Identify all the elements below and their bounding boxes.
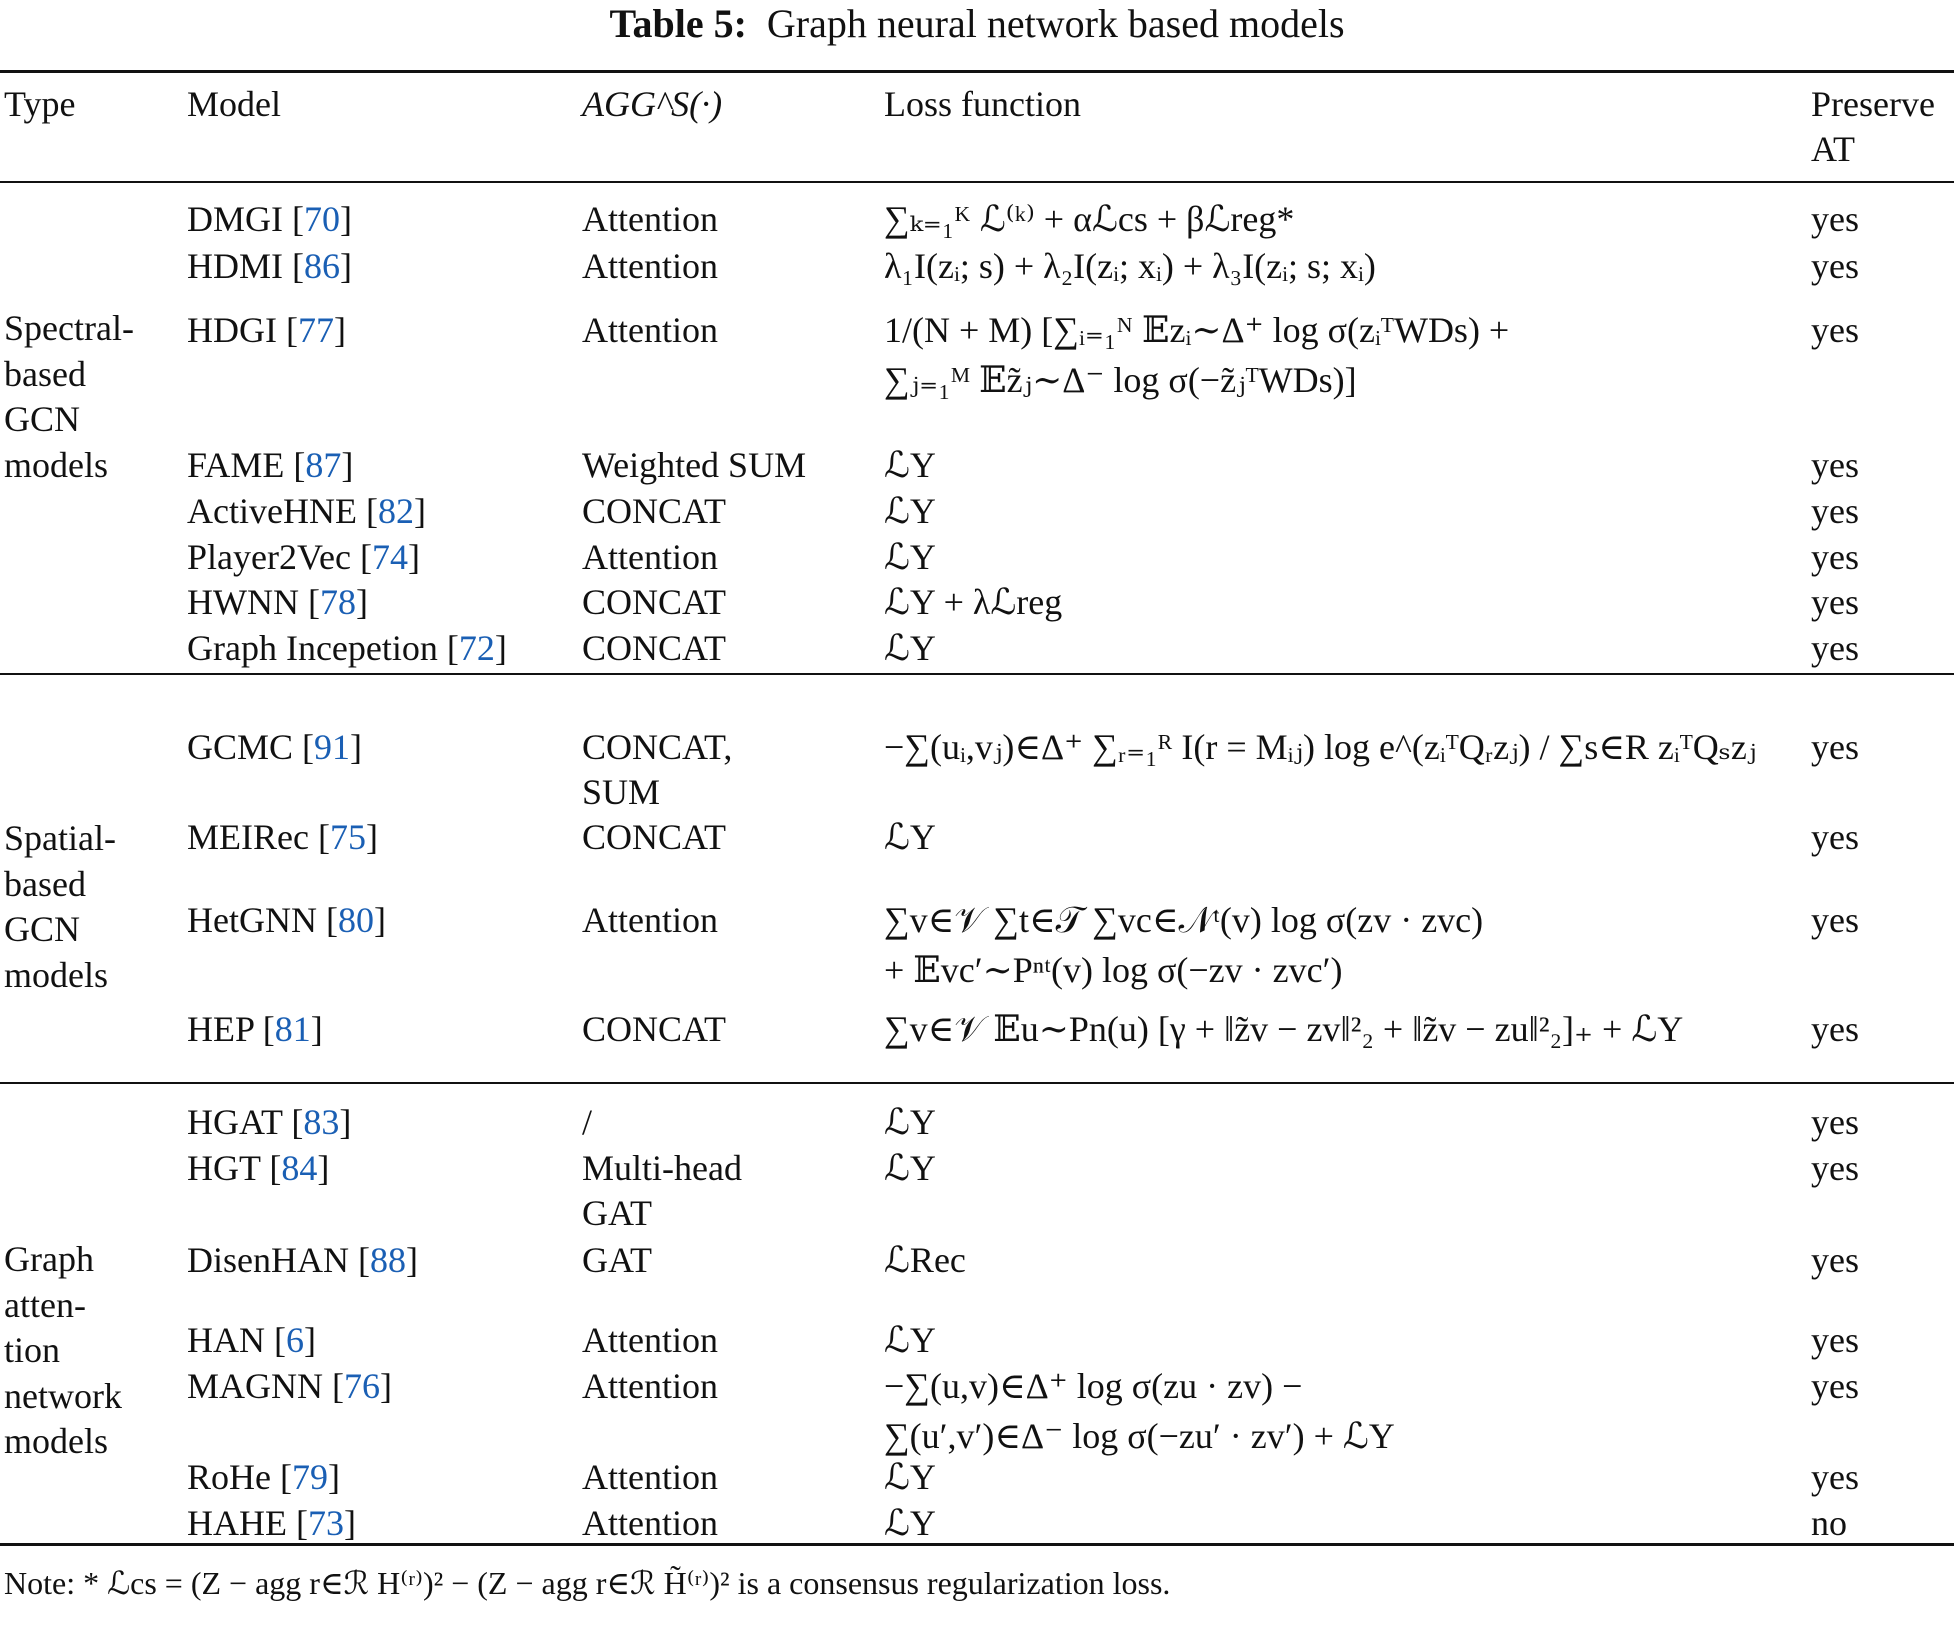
- preserve-at-cell: yes: [1811, 1457, 1859, 1497]
- model-name: Player2Vec: [187, 537, 351, 577]
- aggregation-cell: /: [582, 1102, 593, 1142]
- model-name: HAN: [187, 1320, 265, 1360]
- bottom-rule: [0, 1543, 1954, 1546]
- model-cell: HetGNN [80]: [187, 900, 386, 940]
- citation-link[interactable]: 82: [377, 491, 414, 531]
- type-cell-line: models: [4, 444, 108, 485]
- model-name: RoHe: [187, 1457, 271, 1497]
- citation-link[interactable]: 87: [305, 445, 342, 485]
- type-cell-line: based: [4, 863, 86, 904]
- model-name: FAME: [187, 445, 285, 485]
- citation-link[interactable]: 77: [297, 310, 334, 350]
- model-name: HAHE: [187, 1503, 287, 1543]
- loss-function-cell: ℒY: [884, 817, 936, 857]
- model-name: HWNN: [187, 582, 299, 622]
- type-cell-line: Spatial-: [4, 818, 116, 858]
- type-cell-line: atten-: [4, 1284, 86, 1325]
- type-cell-line: GCN: [4, 399, 81, 439]
- loss-function-cell: ℒY: [884, 1102, 936, 1142]
- type-cell-line: models: [4, 954, 108, 995]
- loss-function-cell: ℒRec: [884, 1240, 966, 1280]
- preserve-at-cell: yes: [1811, 1009, 1859, 1049]
- citation-link[interactable]: 86: [304, 246, 340, 286]
- aggregation-cell: CONCAT: [582, 628, 727, 668]
- citation-link[interactable]: 83: [303, 1102, 340, 1142]
- model-cell: GCMC [91]: [187, 727, 363, 767]
- type-cell-line: GCN: [4, 909, 81, 949]
- model-name: DisenHAN: [187, 1240, 349, 1280]
- header-agg: AGG^S(·): [582, 84, 723, 124]
- citation-link[interactable]: 79: [292, 1457, 328, 1497]
- type-cell-line: network: [4, 1375, 122, 1416]
- preserve-at-cell: yes: [1811, 1102, 1859, 1142]
- model-cell: Player2Vec [74]: [187, 537, 420, 577]
- preserve-at-cell: yes: [1811, 1320, 1859, 1360]
- model-cell: MEIRec [75]: [187, 817, 378, 857]
- citation-link[interactable]: 78: [319, 582, 356, 622]
- preserve-at-cell: yes: [1811, 582, 1859, 622]
- header-preserve-line2: AT: [1811, 129, 1855, 169]
- preserve-at-cell: yes: [1811, 310, 1859, 350]
- model-name: HEP: [187, 1009, 254, 1049]
- loss-function-cell: ℒY: [884, 1503, 936, 1543]
- type-cell-line: based: [4, 353, 86, 394]
- loss-function-cell: ℒY: [884, 628, 936, 668]
- table-note: Note: * ℒcs = (Z − agg r∈ℛ H⁽ʳ⁾)² − (Z − agg r∈ℛ H̃⁽ʳ⁾)² is a consensus regularization loss.: [4, 1565, 1171, 1601]
- caption-label: Table 5:: [609, 1, 747, 46]
- preserve-at-cell: yes: [1811, 491, 1859, 531]
- citation-link[interactable]: 74: [371, 537, 408, 577]
- model-cell: HAHE [73]: [187, 1503, 356, 1543]
- loss-function-cell: ℒY: [884, 1148, 936, 1188]
- citation-link[interactable]: 75: [329, 817, 366, 857]
- preserve-at-cell: no: [1811, 1503, 1847, 1543]
- aggregation-cell: Attention: [582, 310, 718, 350]
- loss-function-cell: −∑(u,v)∈Δ⁺ log σ(zu · zv) −: [884, 1366, 1303, 1406]
- header-preserve-line1: Preserve: [1811, 84, 1935, 124]
- aggregation-cell: Attention: [582, 1503, 718, 1543]
- type-cell-line: Graph: [4, 1239, 94, 1279]
- model-cell: DMGI [70]: [187, 199, 352, 239]
- aggregation-cell: CONCAT: [582, 491, 727, 531]
- loss-function-cell: ℒY: [884, 1320, 936, 1360]
- aggregation-cell: Attention: [582, 1320, 718, 1360]
- model-cell: RoHe [79]: [187, 1457, 340, 1497]
- preserve-at-cell: yes: [1811, 1240, 1859, 1280]
- aggregation-cell: Attention: [582, 1457, 718, 1497]
- preserve-at-cell: yes: [1811, 1366, 1859, 1406]
- model-cell: HAN [6]: [187, 1320, 316, 1360]
- preserve-at-cell: yes: [1811, 817, 1859, 857]
- model-cell: ActiveHNE [82]: [187, 491, 426, 531]
- aggregation-cell: CONCAT: [582, 1009, 727, 1049]
- preserve-at-cell: yes: [1811, 900, 1859, 940]
- model-name: MEIRec: [187, 817, 309, 857]
- table-caption: [0, 0, 1954, 48]
- preserve-at-cell: yes: [1811, 199, 1859, 239]
- group-rule-2: [0, 1082, 1954, 1084]
- citation-link[interactable]: 88: [369, 1240, 406, 1280]
- citation-link[interactable]: 84: [281, 1148, 318, 1188]
- loss-function-cell: ∑ₖ₌₁ᴷ ℒ⁽ᵏ⁾ + αℒcs + βℒreg*: [884, 199, 1295, 239]
- loss-function-cell: + 𝔼vc′∼Pⁿᵗ(v) log σ(−zv · zvc′): [884, 950, 1343, 990]
- aggregation-cell: Attention: [582, 246, 718, 286]
- loss-function-cell: ∑v∈𝒱 ∑t∈𝒯 ∑vc∈𝒩ᵗ(v) log σ(zv · zvc): [884, 900, 1484, 940]
- model-cell: FAME [87]: [187, 445, 354, 485]
- model-name: HDGI: [187, 310, 277, 350]
- aggregation-cell: Multi-head: [582, 1148, 742, 1188]
- model-name: HetGNN: [187, 900, 317, 940]
- aggregation-cell-line2: SUM: [582, 772, 661, 812]
- header-model: Model: [187, 84, 281, 124]
- aggregation-cell: Weighted SUM: [582, 445, 807, 485]
- preserve-at-cell: yes: [1811, 628, 1859, 668]
- aggregation-cell: CONCAT,: [582, 727, 733, 767]
- loss-function-cell: 1/(N + M) [∑ᵢ₌₁ᴺ 𝔼zᵢ∼Δ⁺ log σ(zᵢᵀWDs) +: [884, 310, 1510, 350]
- aggregation-cell: Attention: [582, 900, 718, 940]
- loss-function-cell: ℒY: [884, 537, 936, 577]
- model-cell: MAGNN [76]: [187, 1366, 393, 1406]
- preserve-at-cell: yes: [1811, 727, 1859, 767]
- loss-function-cell: ℒY: [884, 491, 936, 531]
- citation-link[interactable]: 76: [344, 1366, 381, 1406]
- loss-function-cell: ∑(u′,v′)∈Δ⁻ log σ(−zu′ · zv′) + ℒY: [884, 1416, 1395, 1456]
- model-name: HGT: [187, 1148, 261, 1188]
- model-name: DMGI: [187, 199, 283, 239]
- aggregation-cell: GAT: [582, 1240, 652, 1280]
- header-loss: Loss function: [884, 84, 1081, 124]
- model-cell: HWNN [78]: [187, 582, 368, 622]
- model-cell: HDGI [77]: [187, 310, 346, 350]
- type-cell-line: models: [4, 1421, 108, 1461]
- model-cell: HGAT [83]: [187, 1102, 352, 1142]
- header-type: Type: [4, 84, 76, 124]
- type-cell-line: tion: [4, 1330, 61, 1370]
- preserve-at-cell: yes: [1811, 246, 1859, 286]
- group-rule-1: [0, 673, 1954, 675]
- model-name: ActiveHNE: [187, 491, 357, 531]
- preserve-at-cell: yes: [1811, 445, 1859, 485]
- citation-link[interactable]: 81: [274, 1009, 311, 1049]
- aggregation-cell-line2: GAT: [582, 1193, 652, 1233]
- aggregation-cell: Attention: [582, 199, 718, 239]
- loss-function-cell: ℒY: [884, 1457, 936, 1497]
- model-name: GCMC: [187, 727, 294, 767]
- citation-link[interactable]: 91: [314, 727, 351, 767]
- loss-function-cell: ℒY: [884, 445, 936, 485]
- citation-link[interactable]: 73: [307, 1503, 344, 1543]
- preserve-at-cell: yes: [1811, 537, 1859, 577]
- loss-function-cell: −∑(uᵢ,vⱼ)∈Δ⁺ ∑ᵣ₌₁ᴿ I(r = Mᵢⱼ) log e^(zᵢᵀQᵣzⱼ) / ∑s∈R zᵢᵀQₛzⱼ: [884, 727, 1757, 767]
- loss-function-cell: ∑ⱼ₌₁ᴹ 𝔼z̃ⱼ∼Δ⁻ log σ(−z̃ⱼᵀWDs)]: [884, 360, 1357, 400]
- model-name: MAGNN: [187, 1366, 324, 1406]
- citation-link[interactable]: 80: [337, 900, 374, 940]
- preserve-at-cell: yes: [1811, 1148, 1859, 1188]
- aggregation-cell: Attention: [582, 1366, 718, 1406]
- loss-function-cell: ℒY + λℒreg: [884, 582, 1063, 622]
- model-cell: HEP [81]: [187, 1009, 323, 1049]
- model-name: Graph Incepetion: [187, 628, 438, 668]
- model-cell: Graph Incepetion [72]: [187, 628, 507, 668]
- aggregation-cell: CONCAT: [582, 582, 727, 622]
- model-cell: DisenHAN [88]: [187, 1240, 418, 1280]
- citation-link[interactable]: 70: [304, 199, 340, 239]
- loss-function-cell: λ₁I(zᵢ; s) + λ₂I(zᵢ; xᵢ) + λ₃I(zᵢ; s; xᵢ): [884, 246, 1376, 286]
- model-cell: HGT [84]: [187, 1148, 330, 1188]
- model-cell: HDMI [86]: [187, 246, 352, 286]
- aggregation-cell: CONCAT: [582, 817, 727, 857]
- model-name: HGAT: [187, 1102, 283, 1142]
- loss-function-cell: ∑v∈𝒱 𝔼u∼Pn(u) [γ + ‖z̃v − zv‖²₂ + ‖z̃v − zu‖²₂]₊ + ℒY: [884, 1009, 1684, 1049]
- type-cell-line: Spectral-: [4, 308, 134, 348]
- header-rule: [0, 181, 1954, 183]
- model-name: HDMI: [187, 246, 283, 286]
- aggregation-cell: Attention: [582, 537, 718, 577]
- top-rule: [0, 70, 1954, 73]
- caption-title: Graph neural network based models: [766, 1, 1345, 46]
- citation-link[interactable]: 6: [286, 1320, 304, 1360]
- citation-link[interactable]: 72: [458, 628, 495, 668]
